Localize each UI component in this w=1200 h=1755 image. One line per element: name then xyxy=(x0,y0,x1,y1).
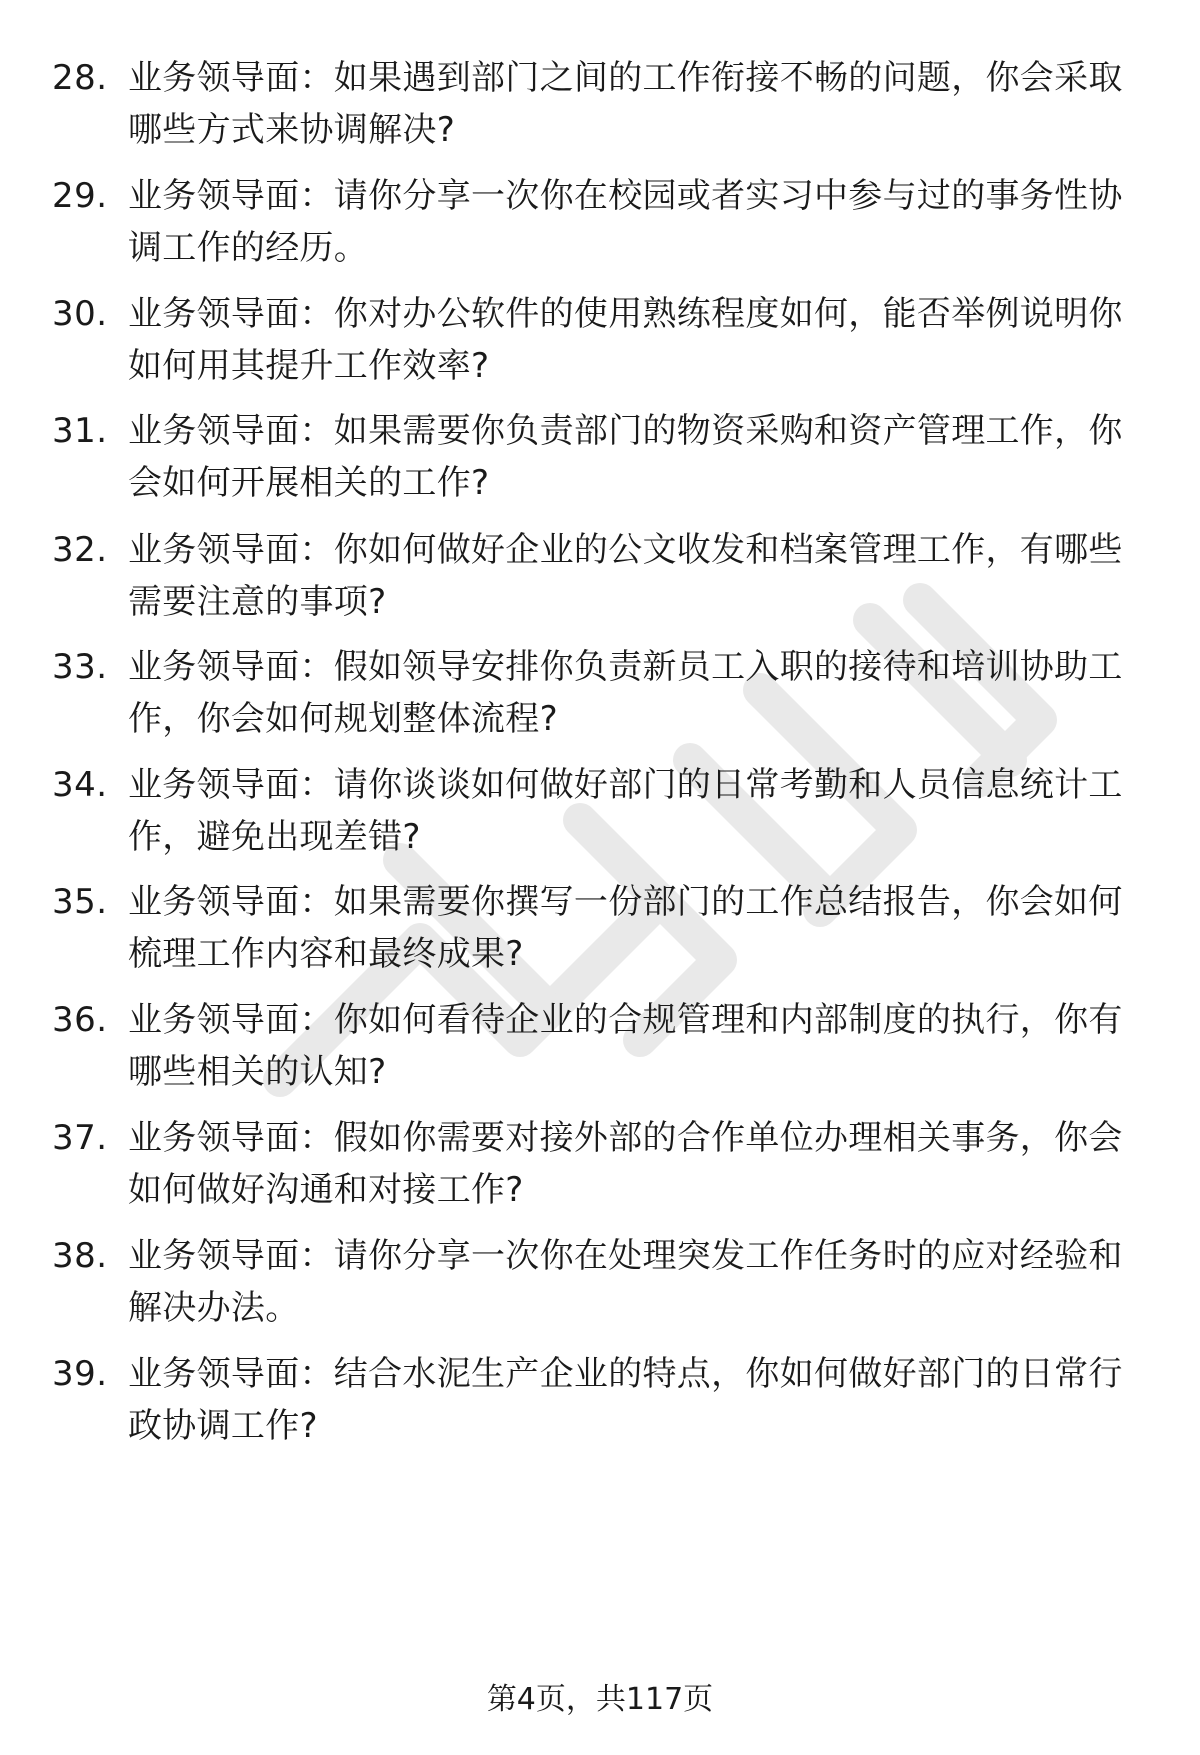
question-number: 33. xyxy=(52,647,108,687)
question-item xyxy=(0,1348,1200,1458)
question-text: 业务领导面：结合水泥生产企业的特点，你如何做好部门的日常行政协调工作? xyxy=(128,1354,1123,1446)
question-item xyxy=(0,1230,1200,1340)
question-number: 34. xyxy=(52,765,108,805)
question-text: 业务领导面：如果遇到部门之间的工作衔接不畅的问题，你会采取哪些方式来协调解决? xyxy=(128,58,1123,150)
page-footer: 第4页，共117页 xyxy=(486,1682,714,1717)
question-number: 37. xyxy=(52,1118,108,1158)
question-text: 业务领导面：你对办公软件的使用熟练程度如何，能否举例说明你如何用其提升工作效率? xyxy=(128,294,1123,386)
question-item xyxy=(0,524,1200,634)
question-number: 36. xyxy=(52,1000,108,1040)
question-text: 业务领导面：请你谈谈如何做好部门的日常考勤和人员信息统计工作，避免出现差错? xyxy=(128,765,1123,857)
question-item xyxy=(0,641,1200,751)
question-text: 业务领导面：你如何看待企业的合规管理和内部制度的执行，你有哪些相关的认知? xyxy=(128,1000,1123,1092)
question-item xyxy=(0,1112,1200,1222)
question-number: 30. xyxy=(52,294,108,334)
question-item xyxy=(0,876,1200,986)
question-text: 业务领导面：如果需要你撰写一份部门的工作总结报告，你会如何梳理工作内容和最终成果? xyxy=(128,882,1123,974)
question-number: 35. xyxy=(52,882,108,922)
question-item xyxy=(0,170,1200,280)
question-item xyxy=(0,288,1200,398)
question-item xyxy=(0,405,1200,515)
question-item xyxy=(0,994,1200,1104)
question-number: 32. xyxy=(52,530,108,570)
question-text: 业务领导面：假如你需要对接外部的合作单位办理相关事务，你会如何做好沟通和对接工作? xyxy=(128,1118,1123,1210)
question-text: 业务领导面：假如领导安排你负责新员工入职的接待和培训协助工作，你会如何规划整体流程? xyxy=(128,647,1123,739)
question-item xyxy=(0,759,1200,869)
question-number: 28. xyxy=(52,58,108,98)
question-number: 38. xyxy=(52,1236,108,1276)
question-number: 39. xyxy=(52,1354,108,1394)
question-text: 业务领导面：请你分享一次你在校园或者实习中参与过的事务性协调工作的经历。 xyxy=(128,176,1123,268)
question-item xyxy=(0,52,1200,162)
question-text: 业务领导面：你如何做好企业的公文收发和档案管理工作，有哪些需要注意的事项? xyxy=(128,530,1123,622)
question-number: 31. xyxy=(52,411,108,451)
question-text: 业务领导面：如果需要你负责部门的物资采购和资产管理工作，你会如何开展相关的工作? xyxy=(128,411,1123,503)
question-text: 业务领导面：请你分享一次你在处理突发工作任务时的应对经验和解决办法。 xyxy=(128,1236,1123,1328)
question-number: 29. xyxy=(52,176,108,216)
